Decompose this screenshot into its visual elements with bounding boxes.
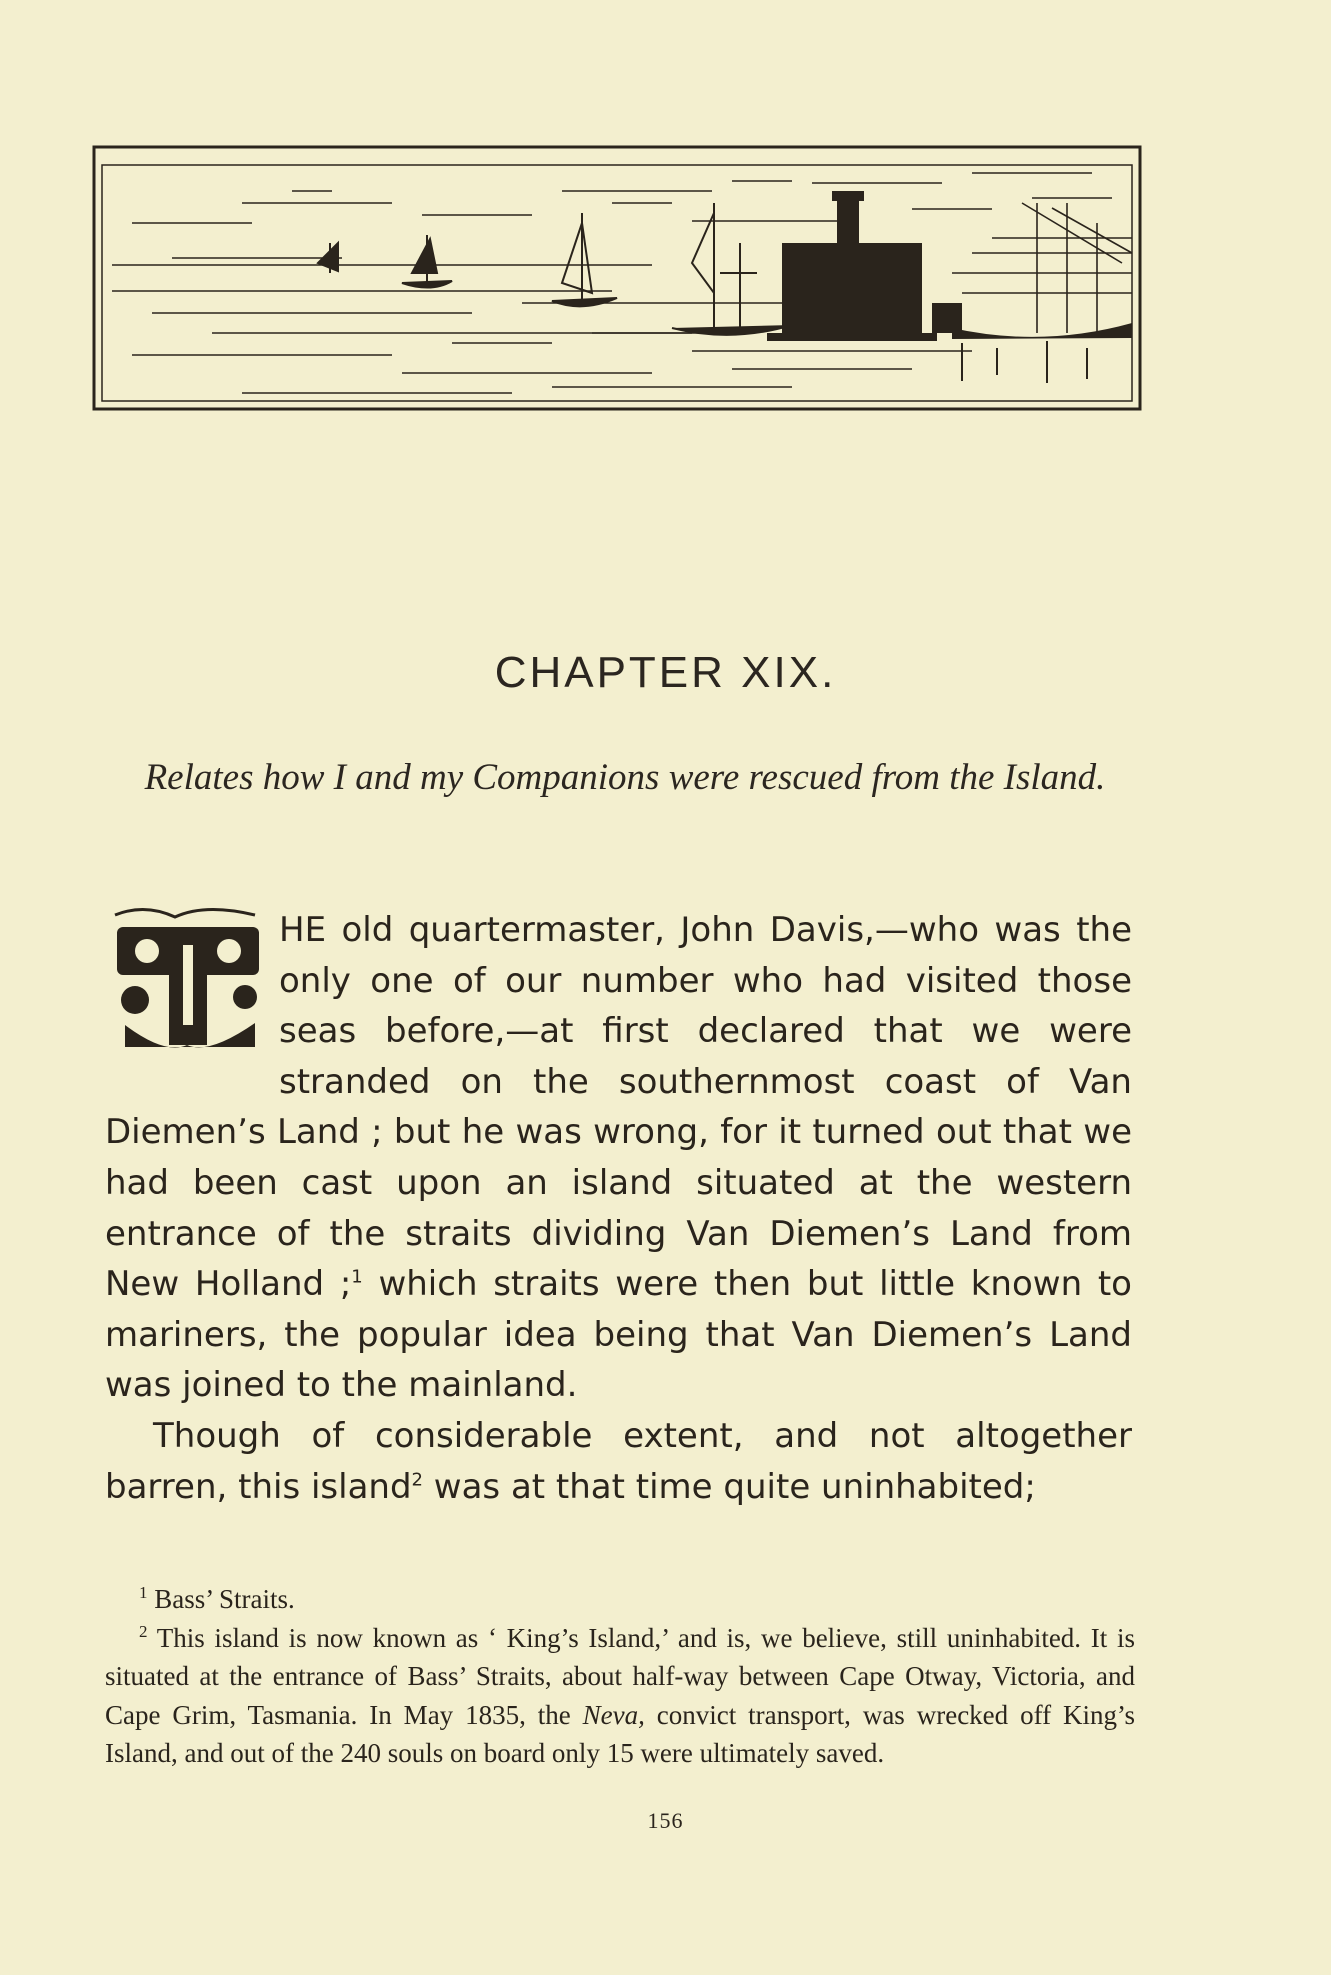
chapter-subtitle: Relates how I and my Companions were rescued from the Island. bbox=[144, 757, 1106, 798]
chapter-heading: CHAPTER XIX. bbox=[494, 648, 837, 697]
paragraph-2-text: Though of considerable extent, and not altogether barren, this island bbox=[105, 1415, 1132, 1507]
footnote-ref-1: 1 bbox=[351, 1266, 363, 1288]
footnote-2-tail: convict transport, was wrecked off King’s Island, and out of the 240 souls on board only 15 were ultimately saved. bbox=[105, 1699, 1135, 1768]
footnote-2 bbox=[105, 1619, 1135, 1773]
paragraph-1-tail: which straits were then but little known to mariners, the popular idea being that Van Diemen’s Land was joined to the mainland. bbox=[105, 1264, 1132, 1406]
paragraph-1-text: HE old quartermaster, John Davis,—who was the only one of our number who had visited those seas before,—at first declared that we were stranded on the southernmost coast of Van Diemen’s Land ; but he was wrong, for it turned out that we had been cast upon an island situated at the western entrance of the straits dividing Van Diemen’s Land from New Holland ; bbox=[105, 910, 1132, 1305]
paragraph-2 bbox=[105, 1411, 1132, 1512]
footnote-1-text: Bass’ Straits. bbox=[147, 1584, 295, 1614]
footnote-2-text: This island is now known as ‘ King’s Island,’ and is, we believe, still uninhabited. It is situated at the entrance of Bass’ Straits, about half-way between Cape Otway, Victoria, and Cape Grim, Tasmania. In May 1835, the bbox=[105, 1622, 1135, 1730]
paragraph-1 bbox=[105, 905, 1132, 1411]
harbour-engraving bbox=[92, 143, 1144, 412]
body-text bbox=[105, 905, 1132, 1512]
page-number: 156 bbox=[647, 1808, 684, 1833]
footnote-1 bbox=[105, 1580, 1135, 1619]
footnote-2-mark: 2 bbox=[139, 1621, 148, 1641]
footnote-1-mark: 1 bbox=[139, 1583, 148, 1602]
paragraph-2-tail: was at that time quite uninhabited; bbox=[422, 1466, 1036, 1507]
ship-name: Neva, bbox=[582, 1699, 645, 1730]
ornamental-initial-t-icon bbox=[105, 905, 269, 1057]
footnote-ref-2: 2 bbox=[411, 1469, 423, 1491]
footnotes bbox=[105, 1580, 1135, 1773]
